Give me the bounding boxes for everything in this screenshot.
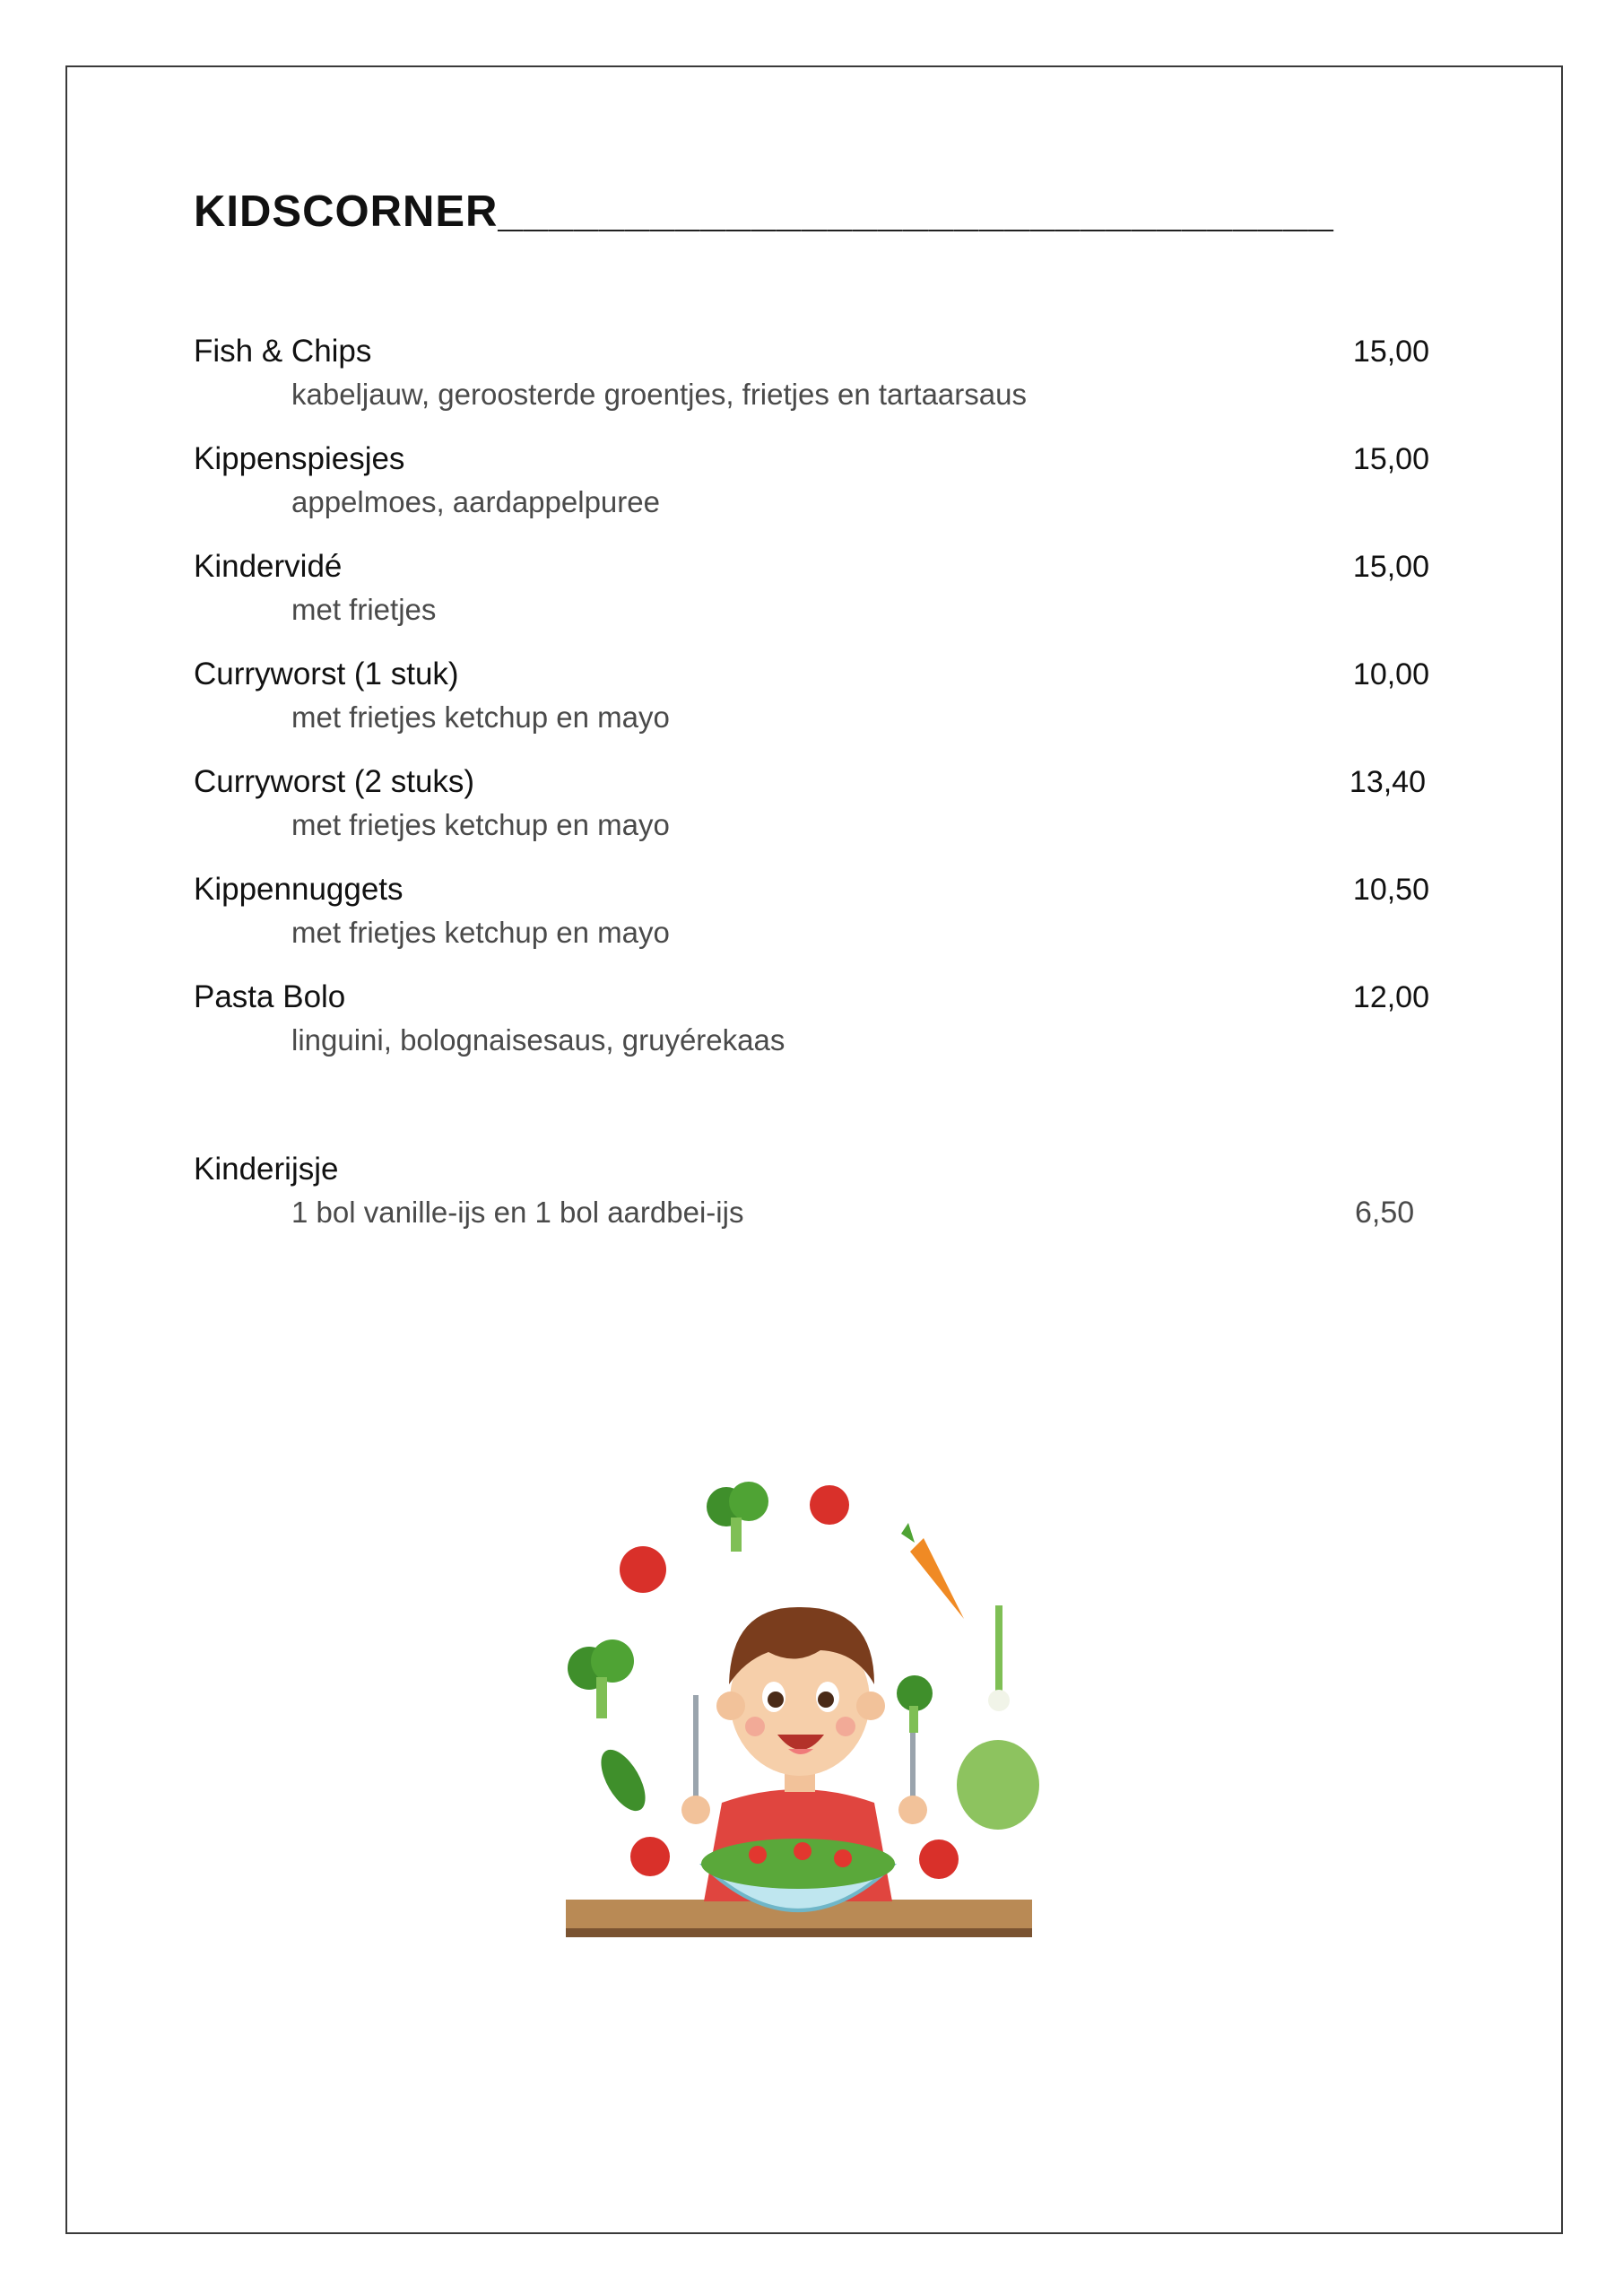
kid-cheek-left: [745, 1717, 765, 1736]
cucumber-icon: [592, 1743, 654, 1818]
table-edge: [566, 1928, 1032, 1937]
kid-cheek-right: [836, 1717, 855, 1736]
menu-item: [194, 762, 1429, 845]
broccoli-icon: [897, 1675, 933, 1733]
item-description: kabeljauw, geroosterde groentjes, frietjes en tartaarsaus: [291, 378, 1027, 411]
item-description: linguini, bolognaisesaus, gruyérekaas: [291, 1023, 785, 1057]
item-name: Fish & Chips: [194, 334, 372, 369]
salad-tomato: [834, 1849, 852, 1867]
item-price: 10,00: [1352, 657, 1429, 691]
salad-tomato: [794, 1842, 812, 1860]
item-description: met frietjes: [291, 593, 437, 626]
kid-hand-right: [898, 1796, 927, 1824]
carrot-icon: [910, 1538, 964, 1619]
carrot-leaves-icon: [901, 1523, 915, 1543]
tomato-icon: [810, 1485, 849, 1525]
item-price: 12,00: [1352, 980, 1429, 1014]
scallion-icon: [988, 1605, 1010, 1711]
tomato-icon: [630, 1837, 670, 1876]
item-price: 13,40: [1349, 765, 1426, 799]
broccoli-icon: [707, 1482, 768, 1552]
kid-eating-salad-illustration: [560, 1453, 1072, 1991]
item-price: 6,50: [1355, 1196, 1415, 1230]
item-description: 1 bol vanille-ijs en 1 bol aardbei-ijs: [291, 1196, 744, 1229]
item-name: Kippennuggets: [194, 872, 404, 907]
item-name: Kinderijsje: [194, 1152, 339, 1187]
item-name: Curryworst (2 stuks): [194, 764, 475, 799]
item-description: met frietjes ketchup en mayo: [291, 700, 670, 734]
kid-ear-right: [856, 1692, 885, 1720]
item-description: appelmoes, aardappelpuree: [291, 485, 660, 518]
cabbage-icon: [957, 1740, 1039, 1830]
kid-pupil-left: [768, 1692, 784, 1708]
item-name: Curryworst (1 stuk): [194, 657, 459, 691]
item-name: Pasta Bolo: [194, 979, 346, 1014]
kid-pupil-right: [818, 1692, 834, 1708]
item-name: Kippenspiesjes: [194, 441, 405, 476]
menu-item: [194, 655, 1429, 737]
menu-item: [194, 870, 1429, 952]
tomato-icon: [620, 1546, 666, 1593]
menu-item: [194, 439, 1429, 522]
page-title: KIDSCORNER_________________________________: [194, 187, 1334, 236]
item-description: met frietjes ketchup en mayo: [291, 916, 670, 949]
kid-ear-left: [716, 1692, 745, 1720]
item-name: Kindervidé: [194, 549, 343, 584]
item-price: 15,00: [1352, 550, 1429, 584]
item-price: 10,50: [1352, 873, 1429, 907]
menu-item: [194, 332, 1429, 414]
menu-item: [194, 978, 1429, 1060]
salad-tomato: [749, 1846, 767, 1864]
menu-item: [194, 547, 1429, 630]
item-price: 15,00: [1352, 335, 1429, 369]
dessert-item: [194, 1150, 1429, 1232]
item-description: met frietjes ketchup en mayo: [291, 808, 670, 841]
item-price: 15,00: [1352, 442, 1429, 476]
tomato-icon: [919, 1839, 959, 1879]
broccoli-icon: [568, 1639, 634, 1718]
kid-hand-left: [681, 1796, 710, 1824]
